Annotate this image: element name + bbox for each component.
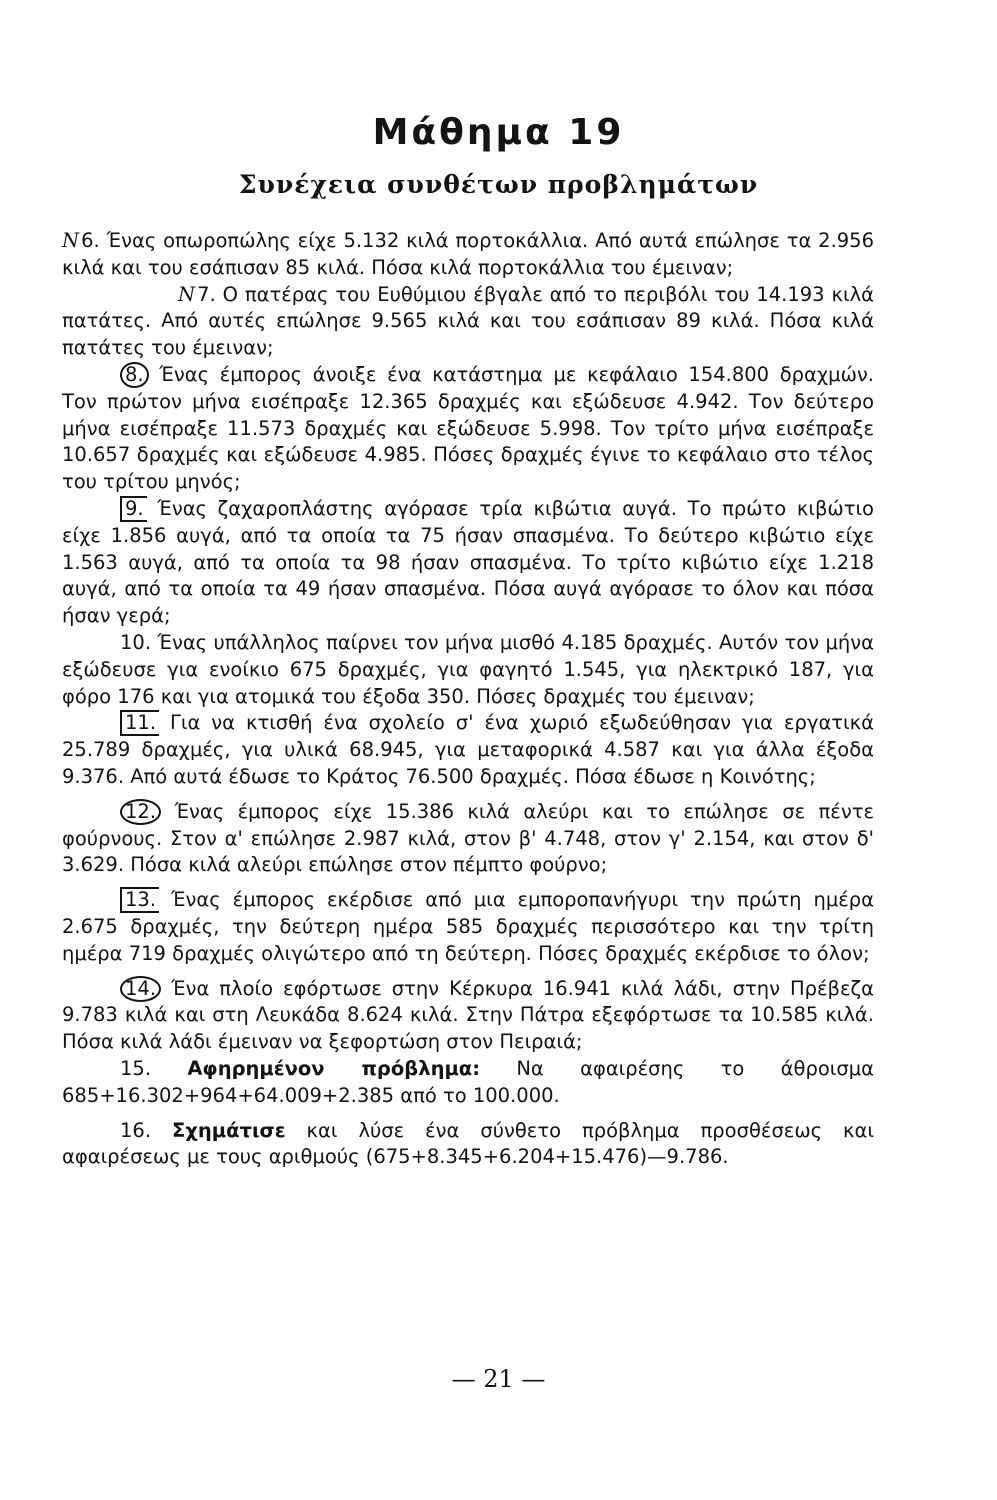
problem-11 xyxy=(62,710,874,790)
problem-number: 11. xyxy=(120,710,159,736)
problem-number: 13. xyxy=(120,887,159,913)
problem-10 xyxy=(62,630,874,710)
problem-text: Ένας έμπορος εκέρδισε από μια εμποροπανήγυρι την πρώτη ημέρα 2.675 δραχμές, την δεύτερη ημέρα 585 δραχμές περισσότερο και την τρίτη ημέρα 719 δραχμές ολιγώτερο από τη δεύτερη. Πόσες δραχμές εκέρδισε το όλον; xyxy=(62,888,875,965)
problem-7 xyxy=(62,282,874,362)
problem-9 xyxy=(62,496,874,630)
problem-number: 16. xyxy=(120,1118,152,1142)
problem-number: 8. xyxy=(120,362,149,388)
problem-number: 15. xyxy=(120,1056,152,1080)
handwritten-marker: Ν xyxy=(178,282,196,306)
problem-text: Ένα πλοίο εφόρτωσε στην Κέρκυρα 16.941 κιλά λάδι, στην Πρέβεζα 9.783 κιλά και στη Λευκάδα 8.624 κιλά. Στην Πάτρα εξεφόρτωσε τα 10.585 κιλά. Πόσα κιλά λάδι έμειναν να ξεφορτώση στον Πειραιά; xyxy=(62,976,874,1054)
problem-12 xyxy=(62,799,874,879)
problem-number: 6. xyxy=(81,229,100,252)
problem-number: 9. xyxy=(120,496,147,522)
problem-text: Για να κτισθή ένα σχολείο σ' ένα χωριό εξωδεύθησαν για εργατικά 25.789 δραχμές, για υλικά 68.945, για μεταφορικά 4.587 και για άλλα έξοδα 9.376. Από αυτά έδωσε το Κράτος 76.500 δραχμές. Πόσα έδωσε η Κοινότης; xyxy=(62,711,874,788)
problem-text: Ένας υπάλληλος παίρνει τον μήνα μισθό 4.185 δραχμές. Αυτόν τον μήνα εξώδευσε για ενοίκιο 675 δραχμές, για φαγητό 1.545, για ηλεκτρικό 187, για φόρο 176 και για ατομικά του έξοδα 350. Πόσες δραχμές του έμειναν; xyxy=(62,630,874,708)
handwritten-marker: Ν xyxy=(62,229,80,252)
problem-lead: Αφηρημένον πρόβλημα: xyxy=(187,1056,480,1080)
problem-text: Ένας έμπορος είχε 15.386 κιλά αλεύρι και το επώλησε σε πέντε φούρνους. Στον α' επώλησε 2.987 κιλά, στον β' 4.748, στον γ' 2.154, και στον δ' 3.629. Πόσα κιλά αλεύρι επώλησε στον πέμπτο φούρνο; xyxy=(62,799,874,877)
problem-14 xyxy=(62,976,874,1056)
problem-15 xyxy=(62,1056,874,1110)
problem-6 xyxy=(62,228,874,282)
problem-text: Ένας οπωροπώλης είχε 5.132 κιλά πορτοκάλλια. Από αυτά επώλησε τα 2.956 κιλά και του εσάπισαν 85 κιλά. Πόσα κιλά πορτοκάλλια του έμειναν; xyxy=(62,229,874,279)
problems-list xyxy=(62,228,874,1171)
problem-text: και λύσε ένα σύνθετο πρόβλημα προσθέσεως και αφαιρέσεως με τους αριθμούς (675+8.345+6.204+15.476)—9.786. xyxy=(62,1118,875,1169)
problem-number: 12. xyxy=(120,799,161,825)
lesson-subtitle: Συνέχεια συνθέτων προβλημάτων xyxy=(238,170,759,199)
problem-text: Να αφαιρέσης το άθροισμα 685+16.302+964+64.009+2.385 από το 100.000. xyxy=(62,1056,874,1107)
lesson-title: Μάθημα 19 xyxy=(372,112,625,153)
problem-number: 14. xyxy=(120,976,161,1002)
problem-number: 10. xyxy=(120,630,152,654)
problem-8 xyxy=(62,362,874,496)
problem-number: 7. xyxy=(197,282,216,306)
page-number: — 21 — xyxy=(451,1365,546,1393)
problem-lead: Σχημάτισε xyxy=(171,1118,286,1142)
problem-text: Ο πατέρας του Ευθύμιου έβγαλε από το περιβόλι του 14.193 κιλά πατάτες. Από αυτές επώλησε 9.565 κιλά και του εσάπισαν 89 κιλά. Πόσα κιλά πατάτες του έμειναν; xyxy=(62,282,875,360)
problem-text: Ένας έμπορος άνοιξε ένα κατάστημα με κεφάλαιο 154.800 δραχμών. Τον πρώτον μήνα εισέπραξε 12.365 δραχμές και εξώδευσε 4.942. Τον δεύτερο μήνα εισέπραξε 11.573 δραχμές και εξώδευσε 5.998. Τον τρίτο μήνα εισέπραξε 10.657 δραχμές και εξώδευσε 4.985. Πόσες δραχμές έγινε το κεφάλαιο στο τέλος του τρίτου μηνός; xyxy=(62,362,875,494)
problem-13 xyxy=(62,887,874,967)
problem-text: Ένας ζαχαροπλάστης αγόρασε τρία κιβώτια αυγά. Το πρώτο κιβώτιο είχε 1.856 αυγά, από τα οποία τα 75 ήσαν σπασμένα. Το δεύτερο κιβώτιο είχε 1.563 αυγά, από τα οποία τα 98 ήσαν σπασμένα. Το τρίτο κιβώτιο είχε 1.218 αυγά, από τα οποία τα 49 ήσαν σπασμένα. Πόσα αυγά αγόρασε το όλον και πόσα ήσαν γερά; xyxy=(62,496,874,628)
problem-16 xyxy=(62,1118,874,1172)
